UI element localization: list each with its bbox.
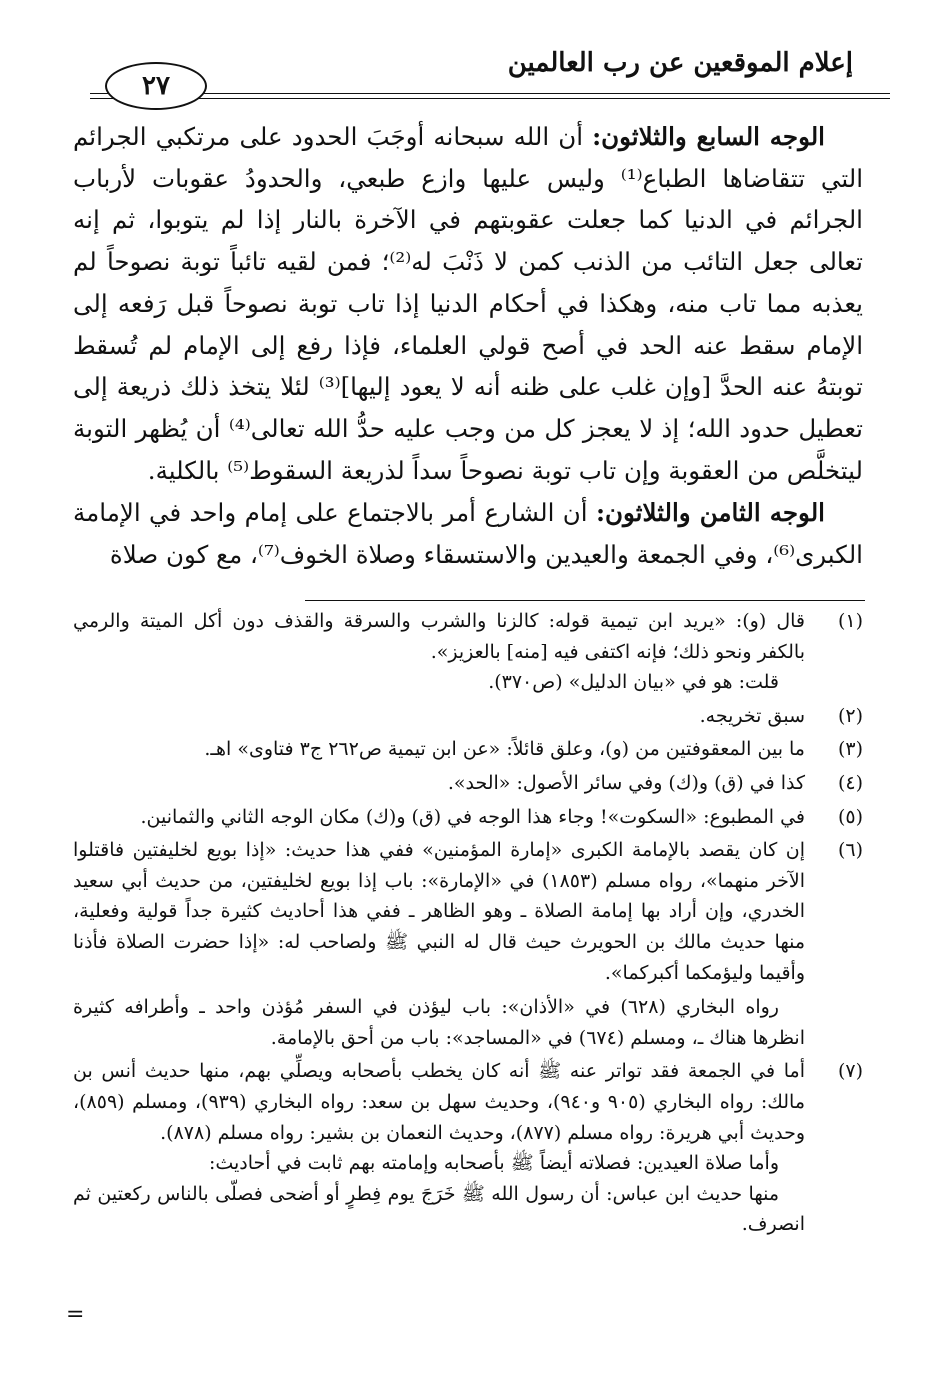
header-rule-top [90, 93, 890, 94]
footnote-text: إن كان يقصد بالإمامة الكبرى «إمارة المؤمنين» ففي هذا حديث: «إذا بويع لخليفتين فاقتلوا الآخر منهما»، رواه مسلم (١٨٥٣) في «الإمارة»: باب إذا بويع لخليفتين، من حديث أبي سعيد الخدري، وإن أراد بها إمامة الصلاة ـ وهو الظاهر ـ ففي هذا أحاديث كثيرة جداً قولية وفعلية، منها حديث مالك بن الحويرث حيث قال له النبي ﷺ ولصاحب له: «إذا حضرت الصلاة فأذنا وأقيما وليؤمكما أكبركما». [73, 839, 805, 984]
running-header-title: إعلام الموقعين عن رب العالمين [507, 48, 853, 78]
footnote-text: رواه البخاري (٦٢٨) في «الأذان»: باب ليؤذن في السفر مُؤذن واحد ـ وأطرافه كثيرة انظرها هناك ـ، ومسلم (٦٧٤) في «المساجد»: باب من أحق بالإمامة. [73, 996, 805, 1049]
footnote-1 [73, 606, 863, 698]
footnote-number: (٤) [837, 771, 863, 794]
continuation-mark: = [66, 1302, 85, 1327]
main-text [73, 116, 863, 576]
paragraph-38-heading: الوجه الثامن والثلاثون: [595, 498, 825, 528]
footnote-3 [73, 734, 863, 765]
footnote-text: وأما صلاة العيدين: فصلاته أيضاً ﷺ بأصحابه وإمامته بهم ثابت في أحاديث: [208, 1152, 779, 1175]
footnote-number: (٢) [837, 704, 863, 727]
footnote-text: سبق تخريجه. [699, 704, 805, 727]
footnote-text: في المطبوع: «السكوت»! وجاء هذا الوجه في (ق) و(ك) مكان الوجه الثاني والثمانين. [140, 805, 805, 828]
footnote-number: (٥) [837, 805, 863, 828]
footnote-number: (١) [837, 610, 863, 632]
footnote-text: قال (و): «يريد ابن تيمية قوله: كالزنا والشرب والسرقة والقذف دون أكل الميتة والرمي بالكفر ونحو ذلك؛ فإنه اكتفى فيه [منه] بالعزيز». [73, 610, 805, 663]
footnote-text: ما بين المعقوفتين من (و)، وعلق قائلاً: «عن ابن تيمية ص٢٦٢ ج٣ فتاوى» اهـ. [204, 738, 805, 761]
footnote-2 [73, 701, 863, 732]
page-number: ٢٧ [105, 62, 207, 110]
footnote-number: (٦) [837, 839, 863, 862]
footnote-number: (٧) [837, 1060, 863, 1083]
paragraph-37-heading: الوجه السابع والثلاثون: [592, 122, 825, 151]
paragraph-38 [73, 492, 863, 575]
footnote-6 [73, 835, 863, 1053]
paragraph-37-body: أن الله سبحانه أوجَبَ الحدود على مرتكبي الجرائم التي تتقاضاها الطباع⁽¹⁾ وليس عليها وازع طبعي، والحدودُ عقوبات لأرباب الجرائم في الدنيا كما جعلت عقوبتهم في الآخرة بالنار إذا لم يتوبوا، ثم إنه تعالى جعل التائب من الذنب كمن لا ذَنْبَ له⁽²⁾؛ فمن لقيه تائباً توبة نصوحاً لم يعذبه مما تاب منه، وهكذا في أحكام الدنيا إذا تاب توبة نصوحاً قبل رَفعه إلى الإمام سقط عنه الحد في أصح قولي العلماء، فإذا رفع إلى الإمام لم تُسقط توبتهُ عنه الحدَّ [وإن غلب على ظنه أنه لا يعود إليها]⁽³⁾ لئلا يتخذ ذلك ذريعة إلى تعطيل حدود الله؛ إذ لا يعجز كل من وجب عليه حدُّ الله تعالى⁽⁴⁾ أن يُظهر التوبة ليتخلَّص من العقوبة وإن تاب توبة نصوحاً سداً لذريعة السقوط⁽⁵⁾ بالكلية. [73, 122, 864, 485]
footnote-text: منها حديث ابن عباس: أن رسول الله ﷺ خَرَجَ يوم فِطرٍ أو أضحى فصلّى بالناس ركعتين ثم انصرف. [73, 1182, 805, 1236]
footnotes [73, 606, 863, 1243]
paragraph-37 [73, 116, 863, 491]
footnote-separator [305, 600, 865, 601]
footnote-4 [73, 768, 863, 799]
footnote-number: (٣) [837, 738, 863, 761]
paragraph-38-body: أن الشارع أمر بالاجتماع على إمام واحد في الإمامة الكبرى⁽⁶⁾، وفي الجمعة والعيدين والاستسقاء وصلاة الخوف⁽⁷⁾، مع كون صلاة [73, 498, 863, 570]
footnote-text: كذا في (ق) و(ك) وفي سائر الأصول: «الحد». [447, 771, 805, 794]
footnote-5 [73, 802, 863, 833]
footnote-text: قلت: هو في «بيان الدليل» (ص٣٧٠). [488, 671, 779, 694]
footnote-text: أما في الجمعة فقد تواتر عنه ﷺ أنه كان يخطب بأصحابه ويصلِّي بهم، منها حديث أنس بن مالك: رواه البخاري (٩٠٥ و٩٤٠)، وحديث سهل بن سعد: رواه البخاري (٩٣٩)، ومسلم (٨٥٩)، وحديث أبي هريرة: رواه مسلم (٨٧٧)، وحديث النعمان بن بشير: رواه مسلم (٨٧٨). [73, 1060, 805, 1144]
header-rule-bottom [90, 98, 890, 99]
footnote-7 [73, 1056, 863, 1240]
